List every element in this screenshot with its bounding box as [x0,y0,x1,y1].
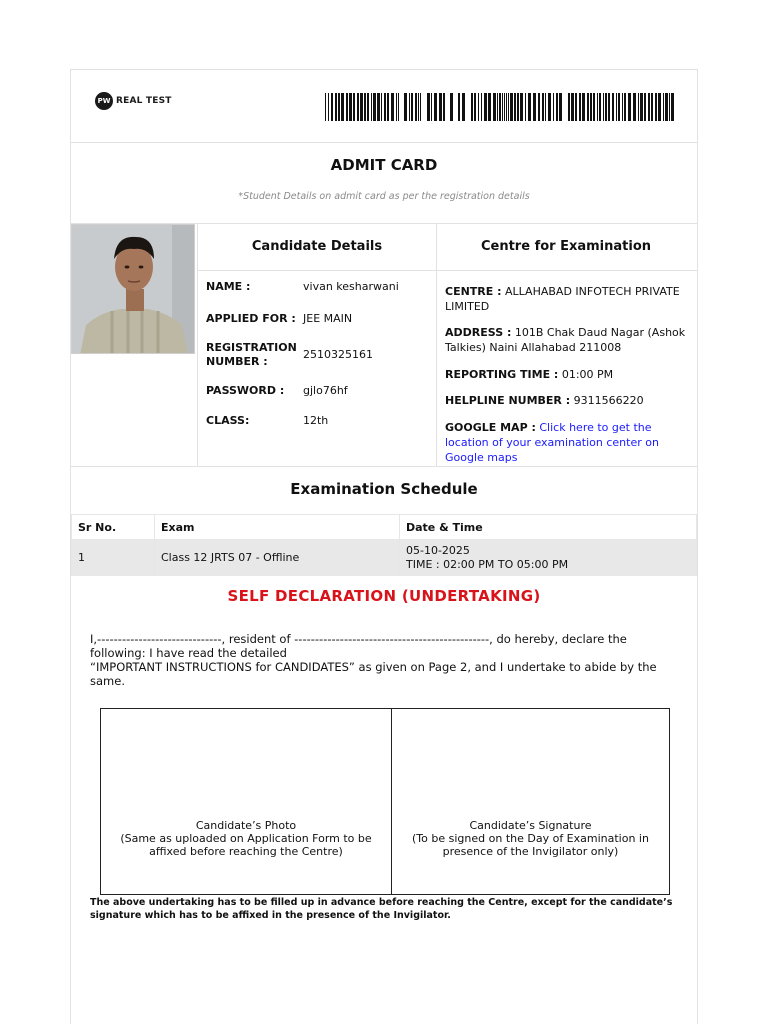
class-label: CLASS: [206,414,250,427]
registration-label-1: REGISTRATION [206,341,297,354]
name-row [206,280,399,294]
logo-text: REAL TEST [116,96,172,106]
centre-label: CENTRE : [445,285,502,298]
declaration-text [90,632,660,688]
page-subtitle: *Student Details on admit card as per the registration details [238,191,530,202]
pw-logo-icon: PW [95,92,113,110]
reporting-row [445,367,693,382]
admit-card [70,69,698,1024]
declaration-heading: SELF DECLARATION (UNDERTAKING) [227,587,541,605]
class-row [206,414,328,428]
registration-label [206,341,303,369]
page-title: ADMIT CARD [330,156,438,174]
photo-caption-title: Candidate’s Photo [195,819,297,832]
header [71,70,697,143]
divider [71,466,697,467]
cell-sr: 1 [72,540,155,577]
registration-row [206,341,373,369]
photo-caption-note: (Same as uploaded on Application Form to be affixed before reaching the Centre) [120,832,372,858]
cell-exam: Class 12 JRTS 07 - Offline [155,540,400,577]
declaration-line-1: I,------------------------------, resident of -----------------------------------------------, do hereby, declare the following: I have read the detailed [90,632,627,660]
password-label: PASSWORD : [206,384,285,397]
name-label: NAME : [206,280,251,293]
candidate-details [197,224,437,466]
helpline-row [445,393,693,408]
registration-value: 2510325161 [303,348,373,361]
password-row [206,384,348,398]
centre-value: ALLAHABAD INFOTECH PRIVATE LIMITED [445,285,680,313]
centre-heading: Centre for Examination [435,224,697,271]
photo-signature-boxes [100,708,670,895]
logo [95,92,172,110]
signature-caption-title: Candidate’s Signature [469,819,592,832]
photo-box-caption [101,819,391,858]
address-value: 101B Chak Daud Nagar (Ashok Talkies) Naini Allahabad 211008 [445,326,686,354]
signature-box [392,709,669,894]
reporting-label: REPORTING TIME : [445,368,559,381]
signature-caption-note: (To be signed on the Day of Examination in presence of the Invigilator only) [412,832,649,858]
candidate-photo [71,224,195,354]
cell-date [400,540,697,577]
applied-label: APPLIED FOR : [206,312,296,325]
schedule-heading: Examination Schedule [290,480,478,498]
class-value: 12th [303,414,329,427]
registration-label-2: NUMBER : [206,355,268,368]
reporting-value: 01:00 PM [561,368,614,381]
google-map-row [445,420,693,465]
applied-row [206,312,352,326]
name-value: vivan kesharwani [303,280,399,293]
password-value: gjlo76hf [303,384,348,397]
col-sr: Sr No. [72,515,155,540]
col-exam: Exam [155,515,400,540]
centre-details [435,224,697,466]
helpline-value: 9311566220 [573,394,644,407]
title-section [71,143,697,224]
barcode-icon [325,93,675,121]
google-map-link[interactable]: Click here to get the location of your examination center on Google maps [445,421,659,464]
address-row [445,325,693,355]
centre-row [445,284,693,314]
cell-date-value: 05-10-2025 [406,544,470,557]
undertaking-note: The above undertaking has to be filled up in advance before reaching the Centre, except for the candidate’s signature which has to be affixed in the presence of the Invigilator. [90,897,673,921]
table-row [72,540,697,577]
helpline-label: HELPLINE NUMBER : [445,394,571,407]
cell-time-value: TIME : 02:00 PM TO 05:00 PM [406,558,569,571]
candidate-details-heading: Candidate Details [198,224,436,271]
declaration-line-2: “IMPORTANT INSTRUCTIONS for CANDIDATES” as given on Page 2, and I undertake to abide by the same. [90,660,657,688]
col-date: Date & Time [400,515,697,540]
google-map-label: GOOGLE MAP : [445,421,536,434]
signature-box-caption [392,819,669,858]
schedule-header-row [72,515,697,540]
photo-box [101,709,392,894]
address-label: ADDRESS : [445,326,512,339]
schedule-table [71,514,697,576]
applied-value: JEE MAIN [303,312,353,325]
